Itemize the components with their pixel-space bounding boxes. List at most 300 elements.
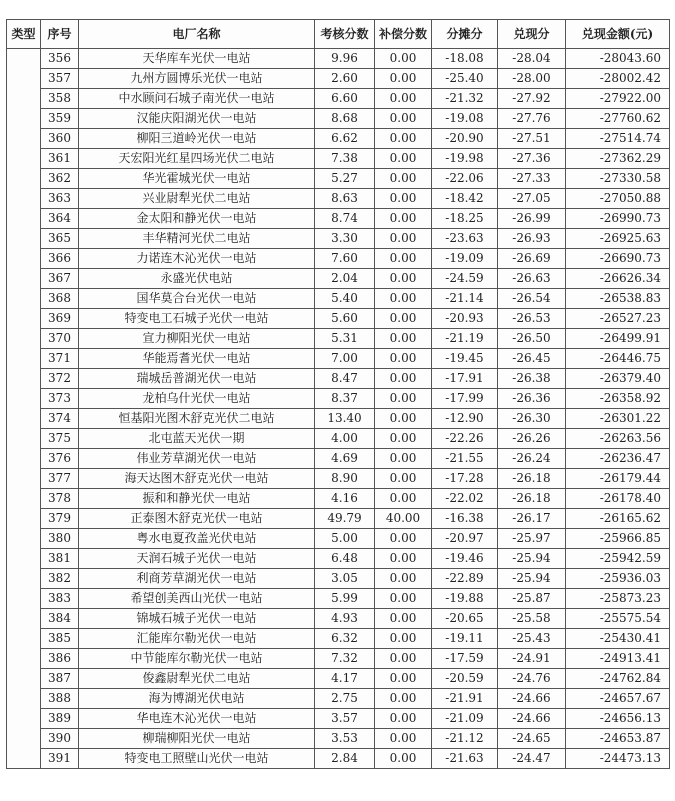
plant-name-cell: 汇能库尔勒光伏一电站 (79, 629, 315, 649)
table-row (7, 129, 670, 149)
plant-name-cell: 特变电工石城子光伏一电站 (79, 309, 315, 329)
settled-amount-cell: -26626.34 (566, 269, 670, 289)
allocated-score-cell: -20.59 (432, 669, 498, 689)
seq-cell: 378 (41, 489, 79, 509)
seq-cell: 388 (41, 689, 79, 709)
table-row (7, 489, 670, 509)
assessment-score-cell: 2.84 (315, 749, 375, 769)
settled-score-cell: -27.36 (498, 149, 566, 169)
compensation-score-cell: 0.00 (375, 749, 432, 769)
assessment-score-cell: 5.99 (315, 589, 375, 609)
compensation-score-cell: 0.00 (375, 49, 432, 69)
settled-amount-cell: -28043.60 (566, 49, 670, 69)
allocated-score-cell: -21.63 (432, 749, 498, 769)
table-row (7, 529, 670, 549)
assessment-score-cell: 3.05 (315, 569, 375, 589)
plant-name-cell: 利商芳草湖光伏一电站 (79, 569, 315, 589)
settled-amount-cell: -26379.40 (566, 369, 670, 389)
settled-score-cell: -25.94 (498, 549, 566, 569)
header-plant-name: 电厂名称 (79, 20, 315, 49)
settled-amount-cell: -24913.41 (566, 649, 670, 669)
table-row (7, 149, 670, 169)
settlement-table (6, 19, 670, 769)
seq-cell: 390 (41, 729, 79, 749)
seq-cell: 375 (41, 429, 79, 449)
plant-name-cell: 天华库车光伏一电站 (79, 49, 315, 69)
settled-score-cell: -26.17 (498, 509, 566, 529)
compensation-score-cell: 0.00 (375, 229, 432, 249)
allocated-score-cell: -19.98 (432, 149, 498, 169)
table-row (7, 189, 670, 209)
table-row (7, 409, 670, 429)
plant-name-cell: 北屯蓝天光伏一期 (79, 429, 315, 449)
plant-name-cell: 国华莫合台光伏一电站 (79, 289, 315, 309)
settled-score-cell: -26.38 (498, 369, 566, 389)
settled-amount-cell: -24762.84 (566, 669, 670, 689)
allocated-score-cell: -20.97 (432, 529, 498, 549)
assessment-score-cell: 6.60 (315, 89, 375, 109)
assessment-score-cell: 7.32 (315, 649, 375, 669)
compensation-score-cell: 0.00 (375, 189, 432, 209)
plant-name-cell: 金太阳和静光伏一电站 (79, 209, 315, 229)
assessment-score-cell: 4.17 (315, 669, 375, 689)
compensation-score-cell: 0.00 (375, 169, 432, 189)
plant-name-cell: 恒基阳光图木舒克光伏二电站 (79, 409, 315, 429)
table-row (7, 229, 670, 249)
assessment-score-cell: 5.31 (315, 329, 375, 349)
compensation-score-cell: 0.00 (375, 109, 432, 129)
allocated-score-cell: -20.90 (432, 129, 498, 149)
plant-name-cell: 正泰图木舒克光伏一电站 (79, 509, 315, 529)
assessment-score-cell: 5.27 (315, 169, 375, 189)
allocated-score-cell: -21.12 (432, 729, 498, 749)
assessment-score-cell: 8.47 (315, 369, 375, 389)
header-assessment-score: 考核分数 (315, 20, 375, 49)
compensation-score-cell: 0.00 (375, 709, 432, 729)
compensation-score-cell: 0.00 (375, 529, 432, 549)
settled-amount-cell: -26179.44 (566, 469, 670, 489)
plant-name-cell: 汉能庆阳湖光伏一电站 (79, 109, 315, 129)
settled-score-cell: -26.63 (498, 269, 566, 289)
compensation-score-cell: 0.00 (375, 429, 432, 449)
settled-amount-cell: -25873.23 (566, 589, 670, 609)
header-compensation-score: 补偿分数 (375, 20, 432, 49)
table-row (7, 449, 670, 469)
seq-cell: 356 (41, 49, 79, 69)
plant-name-cell: 特变电工照壁山光伏一电站 (79, 749, 315, 769)
table-row (7, 269, 670, 289)
compensation-score-cell: 0.00 (375, 589, 432, 609)
assessment-score-cell: 7.38 (315, 149, 375, 169)
allocated-score-cell: -21.19 (432, 329, 498, 349)
allocated-score-cell: -22.06 (432, 169, 498, 189)
assessment-score-cell: 8.68 (315, 109, 375, 129)
compensation-score-cell: 0.00 (375, 149, 432, 169)
settled-score-cell: -26.54 (498, 289, 566, 309)
seq-cell: 370 (41, 329, 79, 349)
allocated-score-cell: -19.08 (432, 109, 498, 129)
compensation-score-cell: 0.00 (375, 129, 432, 149)
table-row (7, 729, 670, 749)
compensation-score-cell: 0.00 (375, 209, 432, 229)
settled-amount-cell: -24656.13 (566, 709, 670, 729)
seq-cell: 364 (41, 209, 79, 229)
plant-name-cell: 俊鑫尉犁光伏二电站 (79, 669, 315, 689)
settled-amount-cell: -25430.41 (566, 629, 670, 649)
assessment-score-cell: 3.53 (315, 729, 375, 749)
allocated-score-cell: -12.90 (432, 409, 498, 429)
settled-score-cell: -26.69 (498, 249, 566, 269)
plant-name-cell: 海为博湖光伏电站 (79, 689, 315, 709)
seq-cell: 369 (41, 309, 79, 329)
seq-cell: 385 (41, 629, 79, 649)
table-row (7, 669, 670, 689)
assessment-score-cell: 2.75 (315, 689, 375, 709)
settled-amount-cell: -26301.22 (566, 409, 670, 429)
allocated-score-cell: -21.09 (432, 709, 498, 729)
assessment-score-cell: 2.04 (315, 269, 375, 289)
table-row (7, 309, 670, 329)
plant-name-cell: 华电连木沁光伏一电站 (79, 709, 315, 729)
settled-score-cell: -26.24 (498, 449, 566, 469)
compensation-score-cell: 0.00 (375, 449, 432, 469)
settled-score-cell: -27.92 (498, 89, 566, 109)
compensation-score-cell: 0.00 (375, 689, 432, 709)
settled-amount-cell: -25966.85 (566, 529, 670, 549)
seq-cell: 374 (41, 409, 79, 429)
table-row (7, 109, 670, 129)
plant-name-cell: 丰华精河光伏二电站 (79, 229, 315, 249)
table-row (7, 89, 670, 109)
allocated-score-cell: -17.59 (432, 649, 498, 669)
plant-name-cell: 柳阳三道岭光伏一电站 (79, 129, 315, 149)
compensation-score-cell: 0.00 (375, 669, 432, 689)
assessment-score-cell: 6.32 (315, 629, 375, 649)
settled-score-cell: -25.58 (498, 609, 566, 629)
allocated-score-cell: -17.91 (432, 369, 498, 389)
settled-amount-cell: -26990.73 (566, 209, 670, 229)
assessment-score-cell: 4.00 (315, 429, 375, 449)
table-row (7, 649, 670, 669)
settled-score-cell: -24.66 (498, 689, 566, 709)
compensation-score-cell: 0.00 (375, 329, 432, 349)
compensation-score-cell: 0.00 (375, 609, 432, 629)
seq-cell: 386 (41, 649, 79, 669)
plant-name-cell: 海天达图木舒克光伏一电站 (79, 469, 315, 489)
seq-cell: 382 (41, 569, 79, 589)
settled-score-cell: -27.51 (498, 129, 566, 149)
assessment-score-cell: 3.30 (315, 229, 375, 249)
seq-cell: 373 (41, 389, 79, 409)
plant-name-cell: 天润石城子光伏一电站 (79, 549, 315, 569)
table-row (7, 169, 670, 189)
settled-score-cell: -25.87 (498, 589, 566, 609)
table-row (7, 689, 670, 709)
seq-cell: 376 (41, 449, 79, 469)
seq-cell: 362 (41, 169, 79, 189)
compensation-score-cell: 0.00 (375, 369, 432, 389)
allocated-score-cell: -25.40 (432, 69, 498, 89)
header-type: 类型 (7, 20, 41, 49)
plant-name-cell: 柳瑞柳阳光伏一电站 (79, 729, 315, 749)
settled-amount-cell: -24657.67 (566, 689, 670, 709)
assessment-score-cell: 5.60 (315, 309, 375, 329)
settled-amount-cell: -26178.40 (566, 489, 670, 509)
settled-score-cell: -27.05 (498, 189, 566, 209)
assessment-score-cell: 5.00 (315, 529, 375, 549)
settled-score-cell: -26.53 (498, 309, 566, 329)
plant-name-cell: 九州方圆博乐光伏一电站 (79, 69, 315, 89)
table-row (7, 349, 670, 369)
allocated-score-cell: -18.25 (432, 209, 498, 229)
allocated-score-cell: -22.26 (432, 429, 498, 449)
table-row (7, 749, 670, 769)
settled-amount-cell: -27922.00 (566, 89, 670, 109)
assessment-score-cell: 6.62 (315, 129, 375, 149)
header-settled-score: 兑现分 (498, 20, 566, 49)
plant-name-cell: 伟业芳草湖光伏一电站 (79, 449, 315, 469)
compensation-score-cell: 0.00 (375, 409, 432, 429)
settled-amount-cell: -27362.29 (566, 149, 670, 169)
table-row (7, 709, 670, 729)
compensation-score-cell: 0.00 (375, 69, 432, 89)
allocated-score-cell: -19.46 (432, 549, 498, 569)
seq-cell: 383 (41, 589, 79, 609)
assessment-score-cell: 8.37 (315, 389, 375, 409)
table-row (7, 289, 670, 309)
settled-score-cell: -28.00 (498, 69, 566, 89)
plant-name-cell: 兴业尉犁光伏二电站 (79, 189, 315, 209)
settled-amount-cell: -25942.59 (566, 549, 670, 569)
settled-amount-cell: -26165.62 (566, 509, 670, 529)
allocated-score-cell: -17.99 (432, 389, 498, 409)
settled-amount-cell: -27514.74 (566, 129, 670, 149)
plant-name-cell: 粤水电夏孜盖光伏电站 (79, 529, 315, 549)
seq-cell: 389 (41, 709, 79, 729)
settlement-table-page (6, 19, 669, 769)
allocated-score-cell: -23.63 (432, 229, 498, 249)
settled-score-cell: -24.91 (498, 649, 566, 669)
settled-amount-cell: -26690.73 (566, 249, 670, 269)
allocated-score-cell: -17.28 (432, 469, 498, 489)
settled-amount-cell: -26358.92 (566, 389, 670, 409)
settled-score-cell: -27.76 (498, 109, 566, 129)
compensation-score-cell: 0.00 (375, 349, 432, 369)
table-row (7, 69, 670, 89)
settled-amount-cell: -24473.13 (566, 749, 670, 769)
seq-cell: 363 (41, 189, 79, 209)
settled-amount-cell: -27760.62 (566, 109, 670, 129)
plant-name-cell: 锦城石城子光伏一电站 (79, 609, 315, 629)
settled-score-cell: -25.94 (498, 569, 566, 589)
plant-name-cell: 华光霍城光伏一电站 (79, 169, 315, 189)
assessment-score-cell: 7.60 (315, 249, 375, 269)
table-row (7, 609, 670, 629)
settled-score-cell: -26.18 (498, 469, 566, 489)
header-settled-amount: 兑现金额(元) (566, 20, 670, 49)
plant-name-cell: 中水顾问石城子南光伏一电站 (79, 89, 315, 109)
settled-amount-cell: -24653.87 (566, 729, 670, 749)
settled-score-cell: -26.99 (498, 209, 566, 229)
settled-score-cell: -26.45 (498, 349, 566, 369)
table-row (7, 389, 670, 409)
seq-cell: 372 (41, 369, 79, 389)
plant-name-cell: 永盛光伏电站 (79, 269, 315, 289)
table-row (7, 549, 670, 569)
allocated-score-cell: -18.42 (432, 189, 498, 209)
table-row (7, 429, 670, 449)
table-row (7, 469, 670, 489)
plant-name-cell: 力诺连木沁光伏一电站 (79, 249, 315, 269)
settled-score-cell: -28.04 (498, 49, 566, 69)
settled-amount-cell: -26527.23 (566, 309, 670, 329)
plant-name-cell: 中节能库尔勒光伏一电站 (79, 649, 315, 669)
settled-score-cell: -24.47 (498, 749, 566, 769)
settled-score-cell: -24.65 (498, 729, 566, 749)
table-row (7, 249, 670, 269)
settled-amount-cell: -28002.42 (566, 69, 670, 89)
table-row (7, 329, 670, 349)
seq-cell: 391 (41, 749, 79, 769)
table-row (7, 49, 670, 69)
compensation-score-cell: 0.00 (375, 309, 432, 329)
table-row (7, 209, 670, 229)
allocated-score-cell: -22.02 (432, 489, 498, 509)
settled-score-cell: -26.18 (498, 489, 566, 509)
allocated-score-cell: -21.91 (432, 689, 498, 709)
header-row (7, 20, 670, 49)
settled-score-cell: -26.93 (498, 229, 566, 249)
plant-name-cell: 龙柏乌什光伏一电站 (79, 389, 315, 409)
allocated-score-cell: -19.11 (432, 629, 498, 649)
assessment-score-cell: 2.60 (315, 69, 375, 89)
seq-cell: 379 (41, 509, 79, 529)
assessment-score-cell: 9.96 (315, 49, 375, 69)
compensation-score-cell: 0.00 (375, 549, 432, 569)
seq-cell: 359 (41, 109, 79, 129)
assessment-score-cell: 4.69 (315, 449, 375, 469)
assessment-score-cell: 13.40 (315, 409, 375, 429)
type-cell (7, 49, 41, 769)
compensation-score-cell: 0.00 (375, 389, 432, 409)
settled-amount-cell: -26499.91 (566, 329, 670, 349)
seq-cell: 377 (41, 469, 79, 489)
settled-amount-cell: -26236.47 (566, 449, 670, 469)
allocated-score-cell: -21.14 (432, 289, 498, 309)
allocated-score-cell: -21.55 (432, 449, 498, 469)
assessment-score-cell: 4.93 (315, 609, 375, 629)
allocated-score-cell: -21.32 (432, 89, 498, 109)
assessment-score-cell: 49.79 (315, 509, 375, 529)
settled-score-cell: -26.26 (498, 429, 566, 449)
allocated-score-cell: -19.45 (432, 349, 498, 369)
table-row (7, 589, 670, 609)
seq-cell: 384 (41, 609, 79, 629)
settled-amount-cell: -27330.58 (566, 169, 670, 189)
settled-score-cell: -26.50 (498, 329, 566, 349)
plant-name-cell: 天宏阳光红星四场光伏二电站 (79, 149, 315, 169)
table-body (7, 49, 670, 769)
assessment-score-cell: 8.63 (315, 189, 375, 209)
settled-amount-cell: -26263.56 (566, 429, 670, 449)
header-allocated-score: 分摊分 (432, 20, 498, 49)
settled-score-cell: -26.36 (498, 389, 566, 409)
settled-amount-cell: -27050.88 (566, 189, 670, 209)
settled-score-cell: -25.97 (498, 529, 566, 549)
compensation-score-cell: 0.00 (375, 249, 432, 269)
compensation-score-cell: 0.00 (375, 489, 432, 509)
settled-score-cell: -26.30 (498, 409, 566, 429)
settled-amount-cell: -25575.54 (566, 609, 670, 629)
settled-amount-cell: -25936.03 (566, 569, 670, 589)
seq-cell: 360 (41, 129, 79, 149)
compensation-score-cell: 0.00 (375, 89, 432, 109)
table-row (7, 569, 670, 589)
assessment-score-cell: 5.40 (315, 289, 375, 309)
assessment-score-cell: 7.00 (315, 349, 375, 369)
compensation-score-cell: 0.00 (375, 729, 432, 749)
allocated-score-cell: -24.59 (432, 269, 498, 289)
plant-name-cell: 宣力柳阳光伏一电站 (79, 329, 315, 349)
seq-cell: 371 (41, 349, 79, 369)
header-seq: 序号 (41, 20, 79, 49)
seq-cell: 367 (41, 269, 79, 289)
settled-amount-cell: -26446.75 (566, 349, 670, 369)
allocated-score-cell: -19.88 (432, 589, 498, 609)
settled-amount-cell: -26925.63 (566, 229, 670, 249)
settled-score-cell: -24.76 (498, 669, 566, 689)
seq-cell: 380 (41, 529, 79, 549)
allocated-score-cell: -20.93 (432, 309, 498, 329)
assessment-score-cell: 3.57 (315, 709, 375, 729)
settled-amount-cell: -26538.83 (566, 289, 670, 309)
seq-cell: 366 (41, 249, 79, 269)
allocated-score-cell: -20.65 (432, 609, 498, 629)
compensation-score-cell: 0.00 (375, 269, 432, 289)
table-row (7, 369, 670, 389)
plant-name-cell: 瑞城岳普湖光伏一电站 (79, 369, 315, 389)
assessment-score-cell: 6.48 (315, 549, 375, 569)
plant-name-cell: 华能焉耆光伏一电站 (79, 349, 315, 369)
seq-cell: 357 (41, 69, 79, 89)
allocated-score-cell: -22.89 (432, 569, 498, 589)
seq-cell: 365 (41, 229, 79, 249)
seq-cell: 381 (41, 549, 79, 569)
settled-score-cell: -27.33 (498, 169, 566, 189)
compensation-score-cell: 0.00 (375, 569, 432, 589)
allocated-score-cell: -16.38 (432, 509, 498, 529)
assessment-score-cell: 8.90 (315, 469, 375, 489)
seq-cell: 361 (41, 149, 79, 169)
compensation-score-cell: 40.00 (375, 509, 432, 529)
allocated-score-cell: -18.08 (432, 49, 498, 69)
compensation-score-cell: 0.00 (375, 629, 432, 649)
table-row (7, 509, 670, 529)
compensation-score-cell: 0.00 (375, 469, 432, 489)
seq-cell: 368 (41, 289, 79, 309)
allocated-score-cell: -19.09 (432, 249, 498, 269)
compensation-score-cell: 0.00 (375, 649, 432, 669)
plant-name-cell: 希望创美西山光伏一电站 (79, 589, 315, 609)
assessment-score-cell: 8.74 (315, 209, 375, 229)
settled-score-cell: -25.43 (498, 629, 566, 649)
table-row (7, 629, 670, 649)
compensation-score-cell: 0.00 (375, 289, 432, 309)
seq-cell: 387 (41, 669, 79, 689)
assessment-score-cell: 4.16 (315, 489, 375, 509)
seq-cell: 358 (41, 89, 79, 109)
plant-name-cell: 振和和静光伏一电站 (79, 489, 315, 509)
